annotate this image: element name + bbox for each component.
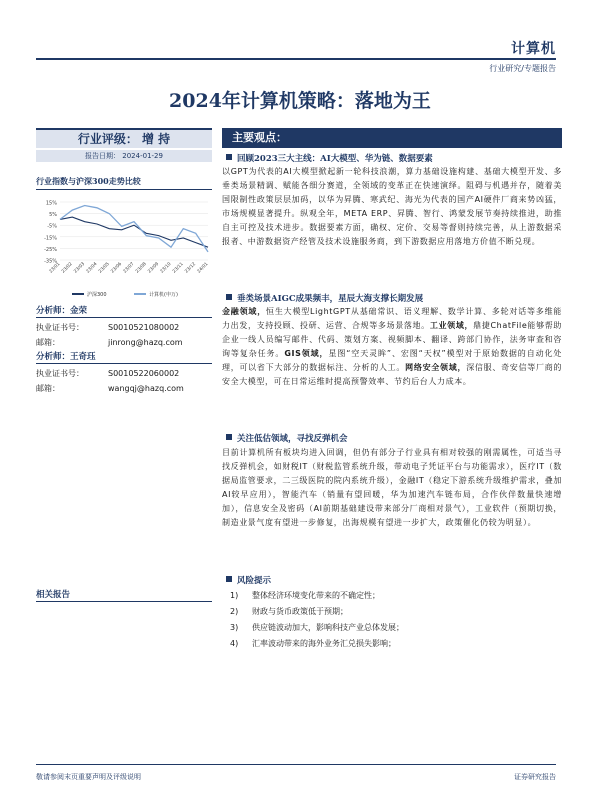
y-tick-label: -35% (44, 258, 57, 265)
cert-label: 执业证书号： (36, 369, 84, 378)
email-label: 邮箱： (36, 338, 60, 347)
legend-label: 沪深300 (87, 292, 107, 298)
section-2-title: 垂类场景AIGC成果频丰，星辰大海支撑长期发展 (237, 294, 424, 304)
chart-svg (36, 196, 212, 300)
x-tick-label: 23/05 (98, 261, 111, 275)
y-tick-label: -5% (47, 223, 57, 230)
section-3-heading (226, 432, 348, 444)
cert-label: 执业证书号： (36, 323, 84, 332)
chart-title: 行业指数与沪深300走势比较 (36, 176, 141, 186)
gis-keyword: GIS领域， (284, 349, 329, 358)
risk-item (230, 638, 396, 649)
risk-item (230, 622, 404, 633)
x-tick-label: 23/01 (48, 261, 62, 275)
x-tick-label: 23/11 (172, 261, 185, 275)
risk-number: 2) (230, 607, 239, 616)
email-label: 邮箱： (36, 384, 60, 393)
analyst-2-email[interactable]: wangqj@hazq.com (108, 384, 184, 393)
footer-report-type: 证券研究报告 (514, 773, 556, 781)
section-1-body: 以GPT为代表的AI大模型掀起新一轮科技浪潮，算力基础设施构建、基础大模型开发、多垂类场景精调、赋能各细分赛道，全领域的变革正在快速演绎。阻碍与机遇并存，随着美国限制性政策层层加码，以华为昇腾、寒武纪、海光为代表的国产AI硬件厂商来势凶猛，市场规模显著提升。纵观全年，META ERP、昇腾、智行、鸿蒙发展节奏持续推进，助推自主可控及技术进步。数据要素方面，确权、定价、交易等督则持续完善，从上游数据采报者、中游数据资产经管及技术设施服务商，到下游数据应用落地方价值不断兑现。 (222, 167, 562, 246)
risk-item (230, 590, 380, 601)
risk-number: 4) (230, 639, 239, 648)
x-tick-label: 23/08 (135, 261, 148, 275)
y-tick-label: -25% (44, 246, 57, 253)
x-tick-label: 23/07 (122, 261, 136, 275)
analyst-2-name: 分析师：王奇珏 (36, 352, 96, 362)
security-keyword: 网络安全领域， (405, 363, 467, 372)
x-tick-label: 23/12 (184, 261, 198, 275)
header-divider (36, 58, 556, 60)
analyst-1-email-row (36, 337, 212, 348)
index-comparison-chart (36, 196, 212, 300)
risk-title: 风险提示 (237, 576, 272, 586)
analyst-1-email[interactable]: jinrong@hazq.com (108, 338, 183, 347)
risk-text: 汇率波动带来的海外业务汇兑损失影响； (252, 639, 396, 648)
report-sector: 计算机 (511, 41, 556, 57)
industry-keyword: 工业领域， (429, 321, 474, 330)
x-tick-label: 23/03 (73, 261, 87, 275)
analyst-1-name: 分析师：金荣 (36, 306, 88, 316)
y-tick-label: 15% (45, 200, 57, 207)
section-3-title: 关注低估领域，寻找反弹机会 (237, 434, 348, 444)
industry-text: 鼎捷ChatFile能够帮助企业一线人员编写邮件、代码、策划方案、视频脚本、翻译、跨部门协作，法务审查和咨询等复杂任务。 (222, 321, 562, 358)
finance-text: 恒生大模型LightGPT从基础常识、语义理解、数学计算、多轮对话等多维能力出发，支持投顾、投研、运营、合规等多场景落地。 (222, 307, 563, 330)
analyst-1-divider (36, 317, 212, 318)
x-tick-label: 23/02 (61, 261, 74, 275)
analyst-2-divider (36, 363, 212, 364)
y-tick-label: -15% (44, 235, 57, 242)
report-type: 行业研究/专题报告 (489, 64, 556, 73)
x-tick-label: 23/04 (85, 261, 99, 275)
section-3-body: 目前计算机所有板块均进入回调，但仍有部分子行业具有相对较强的刚需属性，可适当寻找反弹机会，如财税IT（财税监管系统升级，带动电子凭证平台与功能需求），医疗IT（数据局监管要求，二三级医院的院内系统升级），金融IT（稳定下游系统升级维护需求，叠加AI较早应用），智能汽车（销量有望回暖，华为加速汽车链布局，合作伙伴数量快速增加），信息安全及密码（AI前期基础建设带来部分厂商相对景气），工业软件（预期切换，制造业景气度有望进一步修复，出海规模有望进一步扩大，政策催化仍较为明显）。 (222, 448, 562, 527)
y-tick-label: 5% (49, 212, 57, 219)
risk-text: 供应链波动加大，影响科技产业总体发展； (252, 623, 404, 632)
section-1-heading (226, 152, 433, 164)
risk-number: 3) (230, 623, 239, 632)
x-tick-label: 23/10 (159, 261, 173, 275)
section-2-body (222, 305, 562, 389)
risk-item (230, 606, 348, 617)
risk-heading (226, 574, 271, 586)
finance-keyword: 金融领域， (222, 307, 267, 316)
chart-divider (36, 189, 212, 190)
analyst-1-cert-row (36, 322, 212, 333)
square-bullet-icon (226, 294, 232, 300)
gis-text: 星图“空天灵眸”、宏图“天权”模型对于原始数据的自动化处理，可以省下大部分的数据标注、分析的人工。 (222, 349, 562, 372)
analyst-1-cert: S0010521080002 (108, 323, 180, 332)
industry-rating: 行业评级： 增 持 (77, 132, 171, 146)
security-text: 深信服、奇安信等厂商的安全大模型，可在日常运维时提高预警效率、节约后台人力成本。 (222, 363, 562, 386)
rating-box (36, 128, 212, 148)
square-bullet-icon (226, 576, 232, 582)
main-points-heading: 主要观点： (222, 128, 562, 148)
series-line-computer (60, 206, 208, 252)
square-bullet-icon (226, 154, 232, 160)
risk-text: 财政与货币政策低于预期； (252, 607, 348, 616)
square-bullet-icon (226, 434, 232, 440)
x-tick-label: 23/06 (110, 261, 124, 275)
risk-number: 1) (230, 591, 239, 600)
x-tick-label: 24/01 (196, 261, 210, 275)
report-title: 2024年计算机策略：落地为王 (169, 90, 431, 112)
analyst-2-email-row (36, 383, 212, 394)
x-tick-label: 23/09 (147, 261, 161, 275)
section-2-heading (226, 292, 423, 304)
section-1-title: 回顾2023三大主线：AI大模型、华为链、数据要素 (237, 154, 433, 164)
analyst-2-cert: S0010522060002 (108, 369, 180, 378)
related-divider (36, 601, 212, 602)
footer-divider (36, 764, 556, 765)
analyst-2-cert-row (36, 368, 212, 379)
legend-label: 计算机(申万) (149, 292, 178, 298)
related-reports-heading: 相关报告 (36, 590, 71, 600)
footer-disclaimer: 敬请参阅末页重要声明及评级说明 (36, 773, 141, 781)
report-date: 报告日期： 2024-01-29 (36, 150, 212, 162)
risk-text: 整体经济环境变化带来的不确定性； (252, 591, 380, 600)
